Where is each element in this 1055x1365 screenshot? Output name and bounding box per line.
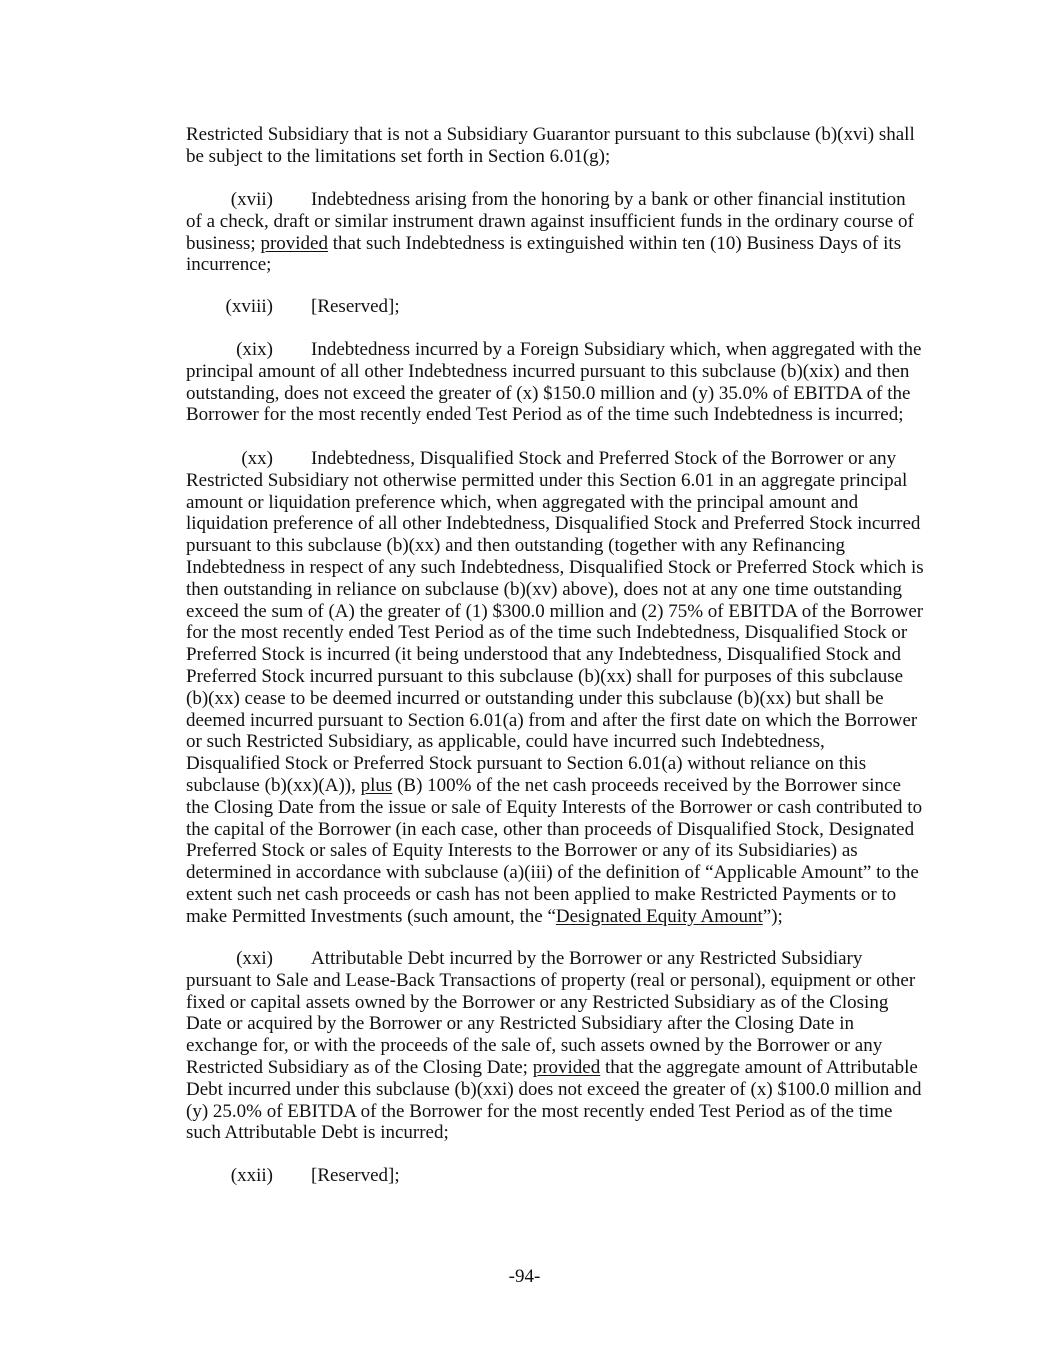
- text-line: Preferred Stock incurred pursuant to this subclause (b)(xx) shall for purposes of this subclause: [186, 665, 904, 687]
- text-line: exchange for, or with the proceeds of the sale of, such assets owned by the Borrower or any: [186, 1035, 883, 1057]
- text-line: for the most recently ended Test Period as of the time such Indebtedness, Disqualified Stock or: [186, 622, 908, 644]
- clause-xix: [186, 339, 936, 426]
- text-line: extent such net cash proceeds or cash has not been applied to make Restricted Payments or to: [186, 883, 897, 905]
- line-text: [Reserved];: [311, 1165, 400, 1186]
- line-text: Indebtedness incurred by a Foreign Subsidiary which, when aggregated with the: [311, 339, 922, 360]
- clause-label: (xvii): [230, 189, 273, 210]
- text-line: outstanding, does not exceed the greater of (x) $150.0 million and (y) 35.0% of EBITDA of the: [186, 382, 911, 404]
- clause-label: (xix): [236, 339, 273, 360]
- text-line: determined in accordance with subclause (a)(iii) of the definition of “Applicable Amount” to the: [186, 862, 919, 884]
- text-line: Restricted Subsidiary not otherwise permitted under this Section 6.01 in an aggregate principal: [186, 469, 908, 491]
- line-text: Attributable Debt incurred by the Borrower or any Restricted Subsidiary: [311, 948, 863, 969]
- text-line: Date or acquired by the Borrower or any Restricted Subsidiary after the Closing Date in: [186, 1013, 854, 1035]
- clause-xvii: [186, 189, 936, 276]
- underlined-term: Designated Equity Amount: [555, 905, 763, 927]
- underlined-term: provided: [532, 1056, 601, 1078]
- text-line: the Closing Date from the issue or sale of Equity Interests of the Borrower or cash contributed to: [186, 796, 923, 818]
- text-line: [186, 296, 936, 318]
- underlined-term: plus: [360, 774, 393, 796]
- text-line: Indebtedness in respect of any such Indebtedness, Disqualified Stock or Preferred Stock which is: [186, 556, 924, 578]
- text-line: pursuant to Sale and Lease-Back Transactions of property (real or personal), equipment or other: [186, 969, 916, 991]
- clause-xviii: [186, 296, 936, 318]
- clause-xx: [186, 448, 936, 928]
- text-line: Borrower for the most recently ended Test Period as of the time such Indebtedness is incurred;: [186, 404, 904, 426]
- text-line: [186, 233, 936, 255]
- text-line: exceed the sum of (A) the greater of (1) $300.0 million and (2) 75% of EBITDA of the Borrower: [186, 600, 924, 622]
- text-line: or such Restricted Subsidiary, as applicable, could have incurred such Indebtedness,: [186, 731, 825, 753]
- text-line: fixed or capital assets owned by the Borrower or any Restricted Subsidiary as of the Closing: [186, 991, 889, 1013]
- text-line: then outstanding in reliance on subclause (b)(xv) above), does not at any one time outstanding: [186, 578, 903, 600]
- text-line: [186, 906, 936, 928]
- text-line: [186, 948, 936, 970]
- text-line: (y) 25.0% of EBITDA of the Borrower for the most recently ended Test Period as of the time: [186, 1100, 893, 1122]
- text-line: liquidation preference of all other Indebtedness, Disqualified Stock and Preferred Stock incurred: [186, 513, 921, 535]
- clause-label: (xx): [241, 448, 273, 469]
- text-line: deemed incurred pursuant to Section 6.01(a) from and after the first date on which the Borrower: [186, 709, 918, 731]
- text-line: pursuant to this subclause (b)(xx) and then outstanding (together with any Refinancing: [186, 535, 846, 557]
- text-line: be subject to the limitations set forth in Section 6.01(g);: [186, 145, 611, 167]
- line-text: subclause (b)(xx)(A)),: [186, 774, 361, 796]
- text-line: (b)(xx) cease to be deemed incurred or outstanding under this subclause (b)(xx) but shall be: [186, 687, 884, 709]
- line-text: [Reserved];: [311, 296, 400, 317]
- text-line: [186, 339, 936, 361]
- paragraph-continuation: [186, 124, 936, 168]
- line-text: Indebtedness arising from the honoring by a bank or other financial institution: [311, 189, 906, 210]
- text-line: Preferred Stock is incurred (it being understood that any Indebtedness, Disqualified Stock and: [186, 644, 901, 666]
- text-line: Restricted Subsidiary that is not a Subsidiary Guarantor pursuant to this subclause (b)(xvi) shall: [186, 124, 915, 145]
- line-text: Indebtedness, Disqualified Stock and Preferred Stock of the Borrower or any: [311, 448, 897, 469]
- text-line: the capital of the Borrower (in each case, other than proceeds of Disqualified Stock, Designated: [186, 818, 915, 840]
- line-text: ”);: [762, 905, 783, 927]
- text-line: [186, 1057, 936, 1079]
- underlined-term: provided: [260, 232, 328, 254]
- line-text: that such Indebtedness is extinguished within ten (10) Business Days of its: [327, 232, 902, 254]
- text-line: Preferred Stock or sales of Equity Interests to the Borrower or any of its Subsidiaries) as: [186, 840, 858, 862]
- text-line: Debt incurred under this subclause (b)(xxi) does not exceed the greater of (x) $100.0 million and: [186, 1078, 922, 1100]
- line-text: Restricted Subsidiary as of the Closing Date;: [186, 1056, 533, 1078]
- text-line: incurrence;: [186, 254, 272, 276]
- clause-label: (xviii): [225, 296, 273, 317]
- text-line: Disqualified Stock or Preferred Stock pursuant to Section 6.01(a) without reliance on this: [186, 753, 867, 775]
- line-text: make Permitted Investments (such amount, the “: [186, 905, 556, 927]
- text-line: such Attributable Debt is incurred;: [186, 1122, 449, 1144]
- line-text: that the aggregate amount of Attributable: [600, 1056, 918, 1078]
- text-line: of a check, draft or similar instrument drawn against insufficient funds in the ordinary course of: [186, 210, 914, 232]
- clause-xxii: [186, 1165, 936, 1187]
- text-line: [186, 189, 936, 211]
- text-line: [186, 448, 936, 470]
- clause-label: (xxii): [230, 1165, 273, 1186]
- text-line: [186, 1165, 936, 1187]
- text-line: amount or liquidation preference which, when aggregated with the principal amount and: [186, 491, 859, 513]
- line-text: (B) 100% of the net cash proceeds received by the Borrower since: [392, 774, 901, 796]
- clause-xxi: [186, 948, 936, 1144]
- clause-label: (xxi): [236, 948, 273, 969]
- text-line: principal amount of all other Indebtedness incurred pursuant to this subclause (b)(xix) and then: [186, 360, 910, 382]
- page-number: -94-: [508, 1266, 541, 1287]
- text-line: [186, 775, 936, 797]
- line-text: business;: [186, 232, 261, 254]
